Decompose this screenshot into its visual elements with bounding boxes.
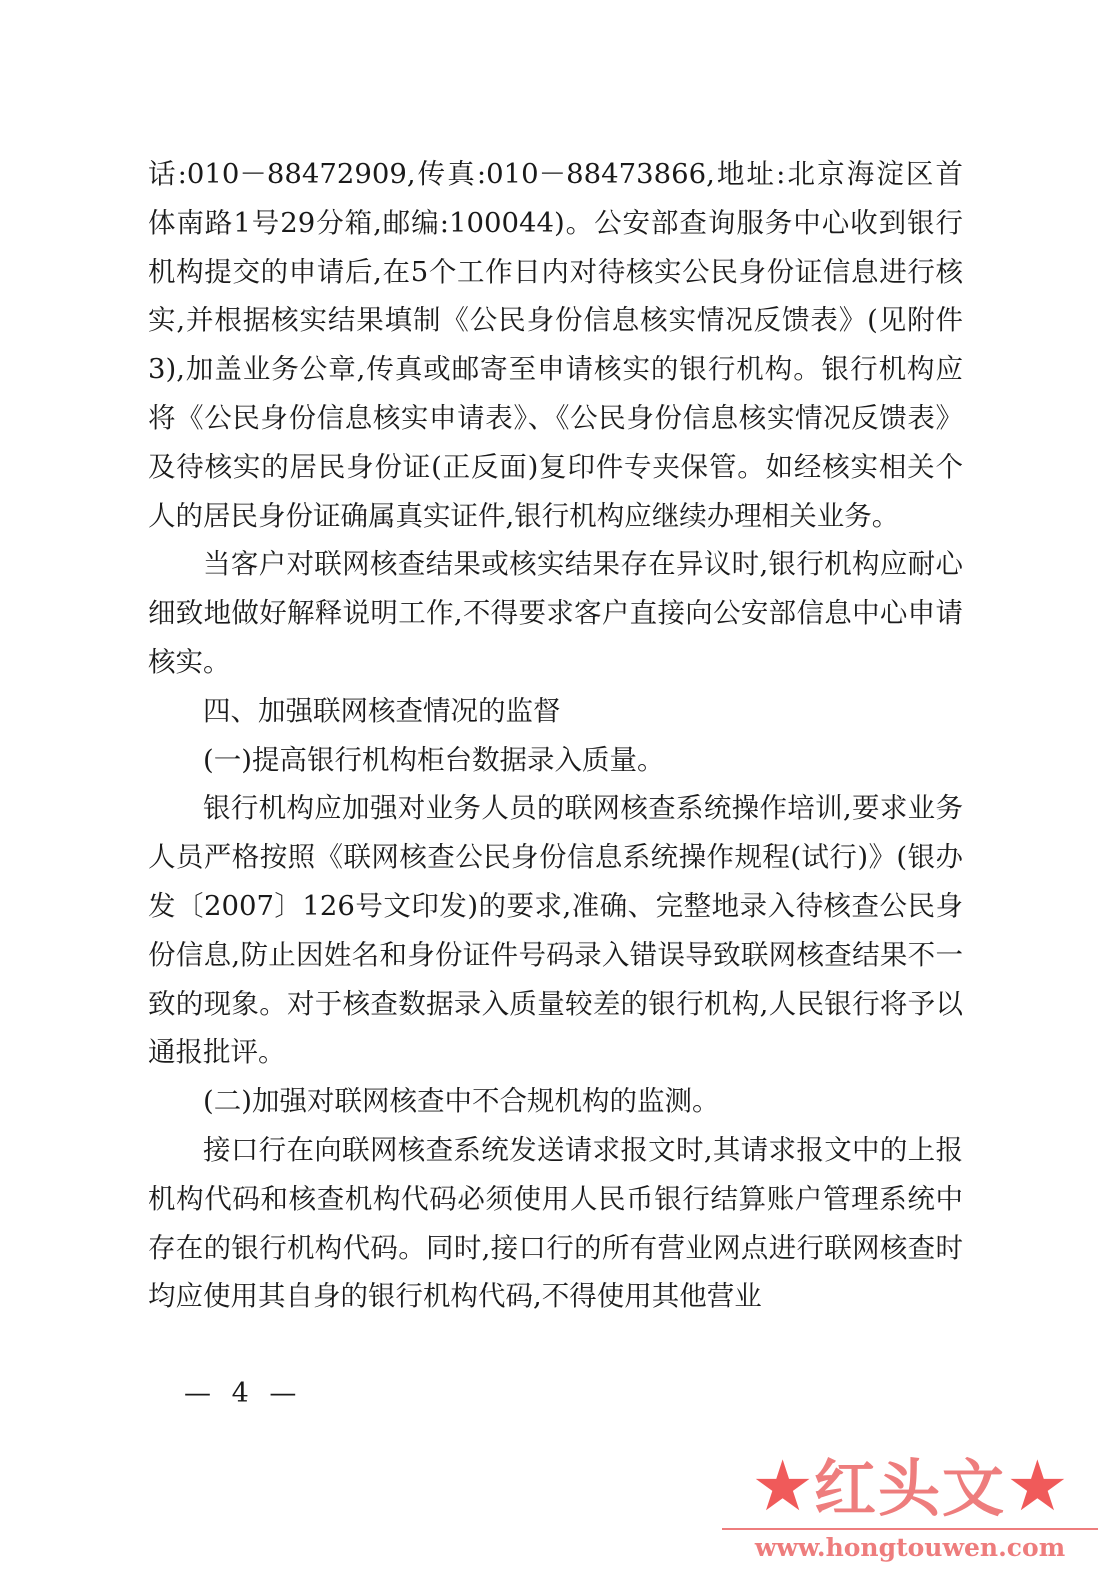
star-icon: ★ (751, 1445, 814, 1527)
watermark-divider (722, 1528, 1098, 1530)
document-body (148, 150, 963, 1321)
star-icon: ★ (1006, 1445, 1069, 1527)
subsection-heading-1: (一)提高银行机构柜台数据录入质量。 (203, 743, 665, 776)
watermark-title (720, 1445, 1100, 1527)
watermark-brand: 红头文 (813, 1452, 1006, 1525)
watermark-url: www.hongtouwen.com (754, 1533, 1066, 1562)
paragraph-objection: 当客户对联网核查结果或核实结果存在异议时,银行机构应耐心细致地做好解释说明工作,不得要求客户直接向公安部信息中心申请核实。 (148, 548, 963, 678)
site-watermark (720, 1445, 1100, 1566)
subsection-heading-2: (二)加强对联网核查中不合规机构的监测。 (203, 1085, 720, 1118)
section-heading-4: 四、加强联网核查情况的监督 (203, 694, 561, 727)
page-number: — 4 — (184, 1378, 303, 1409)
paragraph-interface-bank: 接口行在向联网核查系统发送请求报文时,其请求报文中的上报机构代码和核查机构代码必须使用人民币银行结算账户管理系统中存在的银行机构代码。同时,接口行的所有营业网点进行联网核查时均应使用其自身的银行机构代码,不得使用其他营业 (148, 1133, 963, 1313)
paragraph-data-quality: 银行机构应加强对业务人员的联网核查系统操作培训,要求业务人员严格按照《联网核查公民身份信息系统操作规程(试行)》(银办发〔2007〕126号文印发)的要求,准确、完整地录入待核查公民身份信息,防止因姓名和身份证件号码录入错误导致联网核查结果不一致的现象。对于核查数据录入质量较差的银行机构,人民银行将予以通报批评。 (148, 792, 963, 1069)
paragraph-continuation: 话:010－88472909,传真:010－88473866,地址:北京海淀区首体南路1号29分箱,邮编:100044)。公安部查询服务中心收到银行机构提交的申请后,在5个工作日内对待核实公民身份证信息进行核实,并根据核实结果填制《公民身份信息核实情况反馈表》(见附件3),加盖业务公章,传真或邮寄至申请核实的银行机构。银行机构应将《公民身份信息核实申请表》、《公民身份信息核实情况反馈表》及待核实的居民身份证(正反面)复印件专夹保管。如经核实相关个人的居民身份证确属真实证件,银行机构应继续办理相关业务。 (148, 158, 963, 532)
